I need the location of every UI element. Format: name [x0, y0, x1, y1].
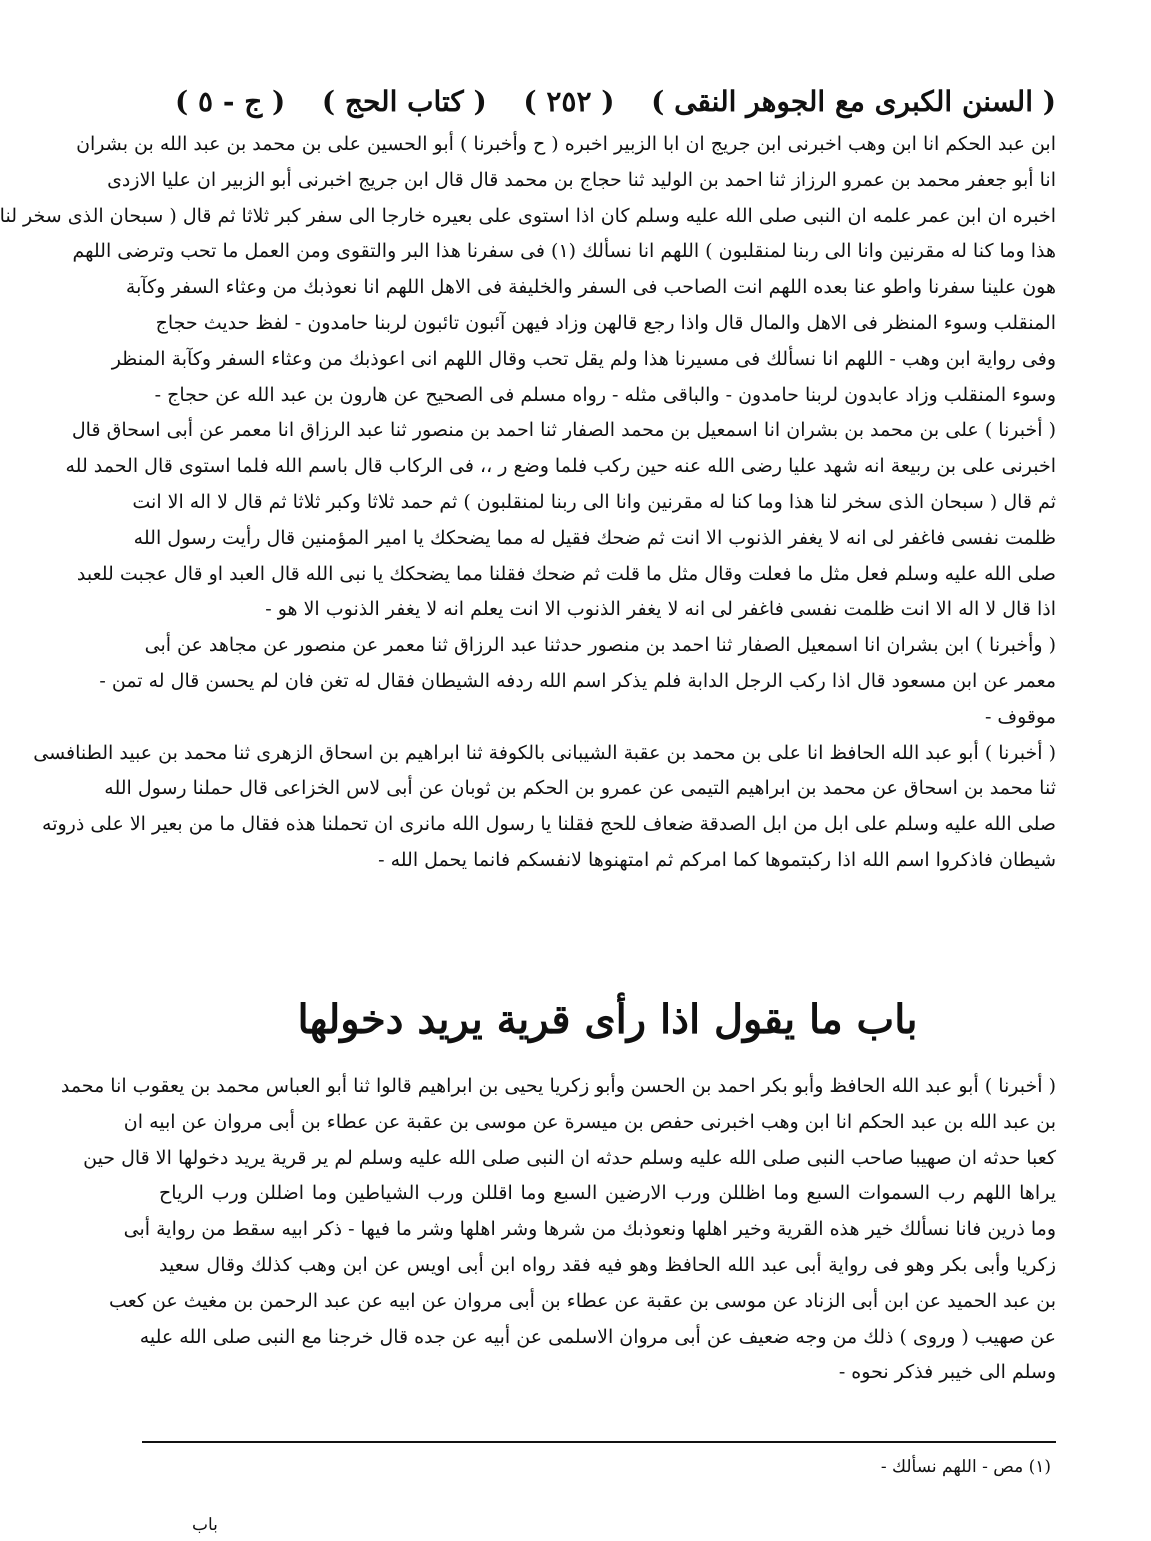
- text-line: معمر عن ابن مسعود قال اذا ركب الرجل الدابة فلم يذكر اسم الله ردفه الشيطان فقال له تغن فان لم يحسن قال له تمن -: [99, 669, 1056, 692]
- text-line: عن صهيب ( وروى ) ذلك من وجه ضعيف عن أبى مروان الاسلمى عن أبيه عن جده قال خرجنا مع النبى صلى الله عليه: [139, 1325, 1056, 1348]
- catchword: باب: [192, 1515, 218, 1535]
- text-line: ظلمت نفسى فاغفر لى انه لا يغفر الذنوب الا انت ثم ضحك فقيل له مما يضحكك يا امير المؤمنين قال رأيت رسول الله: [133, 526, 1056, 549]
- text-line: وفى رواية ابن وهب - اللهم انا نسألك فى مسيرنا هذا ولم يقل تحب وقال اللهم انى اعوذبك من وعثاء السفر وكآبة المنظر: [111, 347, 1056, 370]
- text-line: المنقلب وسوء المنظر فى الاهل والمال قال واذا رجع قالهن وزاد فيهن آئبون تائبون لربنا حامدون - لفظ حديث حجاج: [155, 311, 1056, 334]
- text-line: وسلم الى خيبر فذكر نحوه -: [838, 1361, 1056, 1384]
- text-line: وما ذرين فانا نسألك خير هذه القرية وخير اهلها ونعوذبك من شرها وشر اهلها وشر ما فيها - ذكر ابيه سقط من رواية أبى: [123, 1218, 1056, 1241]
- volume-number: ( ج - ٥ ): [175, 84, 286, 118]
- text-block-2: [60, 1069, 1056, 1391]
- page-number: ( ٢٥٢ ): [523, 84, 615, 118]
- text-block-1: [0, 127, 1056, 879]
- text-line: ( وأخبرنا ) ابن بشران انا اسمعيل الصفار ثنا احمد بن منصور حدثنا عبد الرزاق ثنا معمر عن منصور عن مجاهد عن أبى: [144, 634, 1056, 657]
- text-line: ابن عبد الحكم انا ابن وهب اخبرنى ابن جريج ان ابا الزبير اخبره ( ح وأخبرنا ) أبو الحسين على بن محمد بن عبد الله بن بشران: [76, 133, 1056, 155]
- text-line: ( أخبرنا ) أبو عبد الله الحافظ انا على بن محمد بن عقبة الشيبانى بالكوفة ثنا ابراهيم بن اسحاق الزهرى ثنا محمد بن عبيد الطنافسى: [33, 741, 1056, 764]
- text-line: صلى الله عليه وسلم فعل مثل ما فعلت وقال مثل ما قلت ثم ضحك فقلنا مما يضحكك يا نبى الله قال العبد او قال عجبت للعبد: [76, 562, 1056, 585]
- footnote-divider: [142, 1441, 1056, 1443]
- text-line: يراها اللهم رب السموات السبع وما اظللن ورب الارضين السبع وما اقللن ورب الشياطين وما اضللن ورب الرياح: [159, 1182, 1056, 1205]
- text-line: ثم قال ( سبحان الذى سخر لنا هذا وما كنا له مقرنين وانا الى ربنا لمنقلبون ) ثم حمد ثلاثا وكبر ثلاثا ثم قال لا اله الا انت: [132, 490, 1056, 513]
- book-title: ( السنن الكبرى مع الجوهر النقى ): [651, 84, 1056, 118]
- footnote: (١) مص - اللهم نسألك -: [880, 1457, 1051, 1477]
- text-line: موقوف -: [984, 705, 1056, 728]
- text-line: وسوء المنقلب وزاد عابدون لربنا حامدون - والباقى مثله - رواه مسلم فى الصحيح عن هارون بن عبد الله عن حجاج -: [154, 383, 1056, 406]
- text-line: هذا وما كنا له مقرنين وانا الى ربنا لمنقلبون ) اللهم انا نسألك (١) فى سفرنا هذا البر والتقوى ومن العمل ما تحب وترضى اللهم: [72, 240, 1056, 263]
- text-line: اخبرنى على بن ربيعة انه شهد عليا رضى الله عنه حين ركب فلما وضع ر ،، فى الركاب قال باسم الله فلما استوى قال الحمد لله: [65, 455, 1056, 478]
- text-line: انا أبو جعفر محمد بن عمرو الرزاز ثنا احمد بن الوليد ثنا حجاج بن محمد قال قال ابن جريج اخبرنى أبو الزبير ان عليا الازدى: [107, 168, 1056, 191]
- text-line: صلى الله عليه وسلم على ابل من ابل الصدقة ضعاف للحج فقلنا يا رسول الله مانرى ان تحملنا هذه فقال ما من بعير الا على ذروته: [42, 813, 1056, 836]
- text-line: ( أخبرنا ) أبو عبد الله الحافظ وأبو بكر احمد بن الحسن وأبو زكريا يحيى بن ابراهيم قالوا ثنا أبو العباس محمد بن يعقوب انا محمد: [60, 1075, 1056, 1097]
- text-line: زكريا وأبى بكر وهو فى رواية أبى عبد الله الحافظ وهو فيه فقد رواه ابن أبى اويس عن ابن وهب كذلك وقال سعيد: [159, 1253, 1056, 1276]
- text-line: بن عبد الحميد عن ابن أبى الزناد عن موسى بن عقبة عن عطاء بن أبى مروان عن ابيه عن عبد الرحمن بن مغيث عن كعب: [109, 1289, 1056, 1312]
- text-line: ( أخبرنا ) على بن محمد بن بشران انا اسمعيل بن محمد الصفار ثنا احمد بن منصور ثنا عبد الرزاق انا معمر عن أبى اسحاق قال: [71, 419, 1056, 442]
- text-line: شيطان فاذكروا اسم الله اذا ركبتموها كما امركم ثم امتهنوها لانفسكم فانما يحمل الله -: [378, 848, 1056, 871]
- text-line: ثنا محمد بن اسحاق عن محمد بن ابراهيم التيمى عن عمرو بن الحكم بن ثوبان عن أبى لاس الخزاعى قال حملنا رسول الله: [104, 777, 1056, 800]
- text-line: اخبره ان ابن عمر علمه ان النبى صلى الله عليه وسلم كان اذا استوى على بعيره خارجا الى سفر كبر ثلاثا ثم قال ( سبحان الذى سخر لنا: [0, 204, 1056, 227]
- running-header: [175, 78, 1056, 124]
- text-line: كعبا حدثه ان صهيبا صاحب النبى صلى الله عليه وسلم حدثه ان النبى صلى الله عليه وسلم لم ير قرية يريد دخولها الا قال حين: [83, 1146, 1056, 1169]
- text-line: اذا قال لا اله الا انت ظلمت نفسى فاغفر لى انه لا يغفر الذنوب الا انت يعلم انه لا يغفر الذنوب الا هو -: [265, 598, 1056, 621]
- chapter-heading: باب ما يقول اذا رأى قرية يريد دخولها: [297, 996, 918, 1043]
- section-name: ( كتاب الحج ): [321, 84, 487, 118]
- text-line: هون علينا سفرنا واطو عنا بعده اللهم انت الصاحب فى السفر والخليفة فى الاهل اللهم انا نعوذبك من وعثاء السفر وكآبة: [125, 276, 1056, 299]
- text-line: بن عبد الله بن عبد الحكم انا ابن وهب اخبرنى حفص بن ميسرة عن موسى بن عقبة عن عطاء بن أبى مروان عن ابيه ان: [123, 1110, 1056, 1133]
